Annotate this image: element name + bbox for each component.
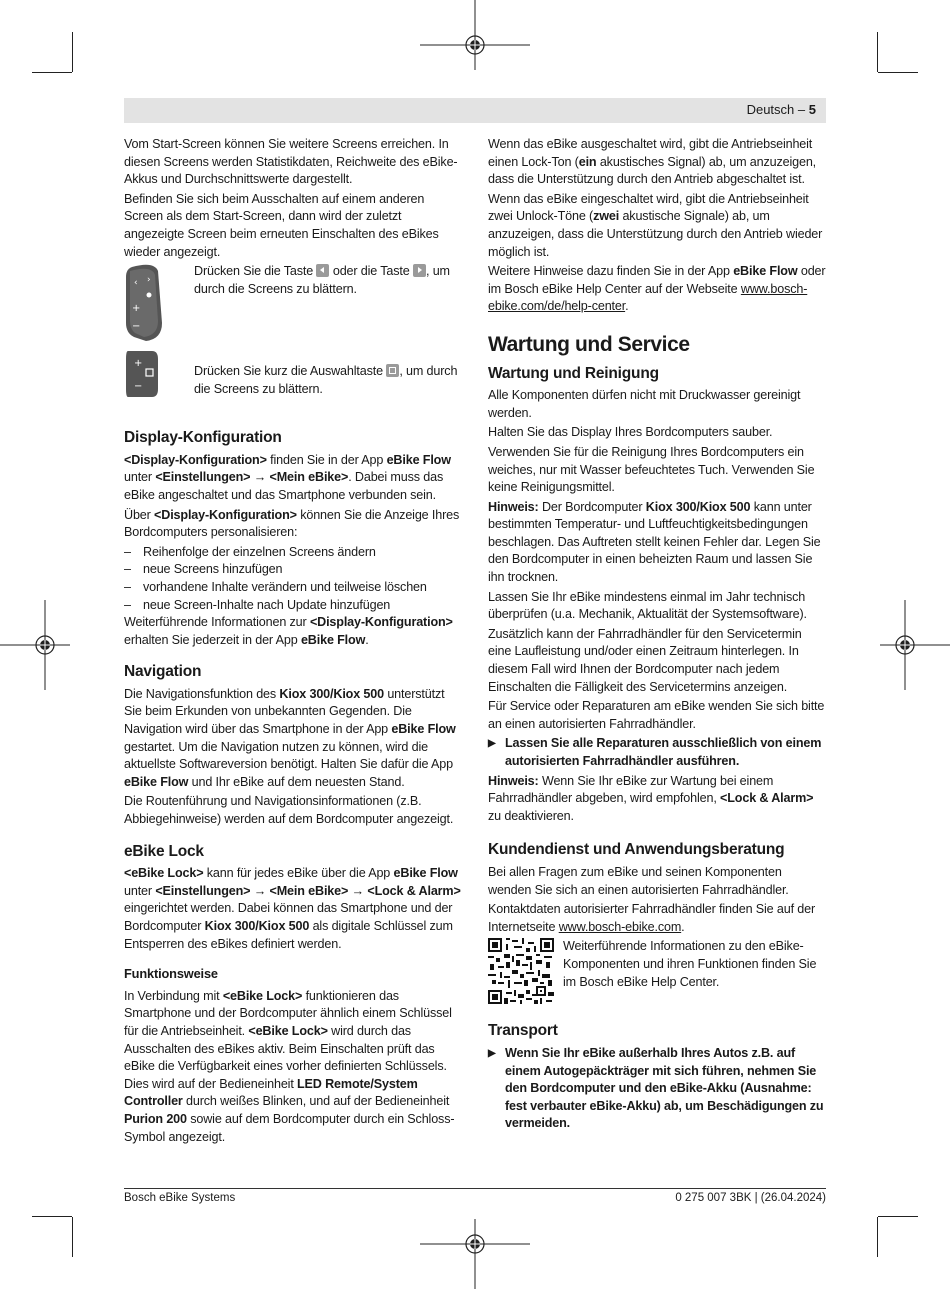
text: . (365, 632, 369, 647)
menu-einstellungen: <Einstellungen> (155, 470, 251, 485)
app-name: eBike Flow (124, 774, 189, 789)
registration-mark-icon (420, 0, 530, 70)
right-paragraph-2 (488, 191, 826, 261)
footer-doc-code: 0 275 007 3BK | (26.04.2024) (675, 1192, 826, 1204)
page-number: 5 (808, 102, 816, 117)
text: und Ihr eBike auf dem neuesten Stand. (188, 774, 405, 789)
right-paragraph-1 (488, 136, 826, 189)
cleaning-paragraph-1: Alle Komponenten dürfen nicht mit Druckwasser gereinigt werden. (488, 388, 801, 420)
app-name: eBike Flow (733, 264, 798, 279)
customer-paragraph-2 (488, 901, 826, 936)
crop-mark-top-right-v (877, 32, 878, 72)
instr1-text-a: Drücken Sie die Taste (194, 264, 314, 279)
heading-kundendienst: Kundendienst und Anwendungsberatung (488, 841, 785, 859)
instruction-select-text (194, 363, 460, 398)
list-item: – vorhandene Inhalte verändern und teilweise löschen (124, 579, 462, 597)
text: können Sie die Anzeige Ihres Bordcomputers personalisieren: (124, 507, 460, 540)
cleaning-paragraph-7: Für Service oder Reparaturen am eBike wenden Sie sich bitte an einen autorisierten Fahrradhändler. (488, 699, 825, 731)
crop-mark-bottom-right-v (877, 1217, 878, 1257)
product-name: Kiox 300/Kiox 500 (204, 919, 310, 933)
display-paragraph-1 (124, 452, 462, 505)
heading-wartung-und-service: Wartung und Service (488, 332, 690, 356)
registration-mark-icon (880, 600, 950, 690)
customer-paragraph-1: Bei allen Fragen zum eBike und seinen Komponenten wenden Sie sich an einen autorisierten Fahrradhändler. (488, 864, 789, 897)
display-options-list (124, 544, 462, 614)
text: . Dabei muss das eBike angeschaltet und das Smartphone verbunden sein. (124, 470, 444, 502)
emphasis: ein (578, 154, 597, 169)
instr2-text-b: , um durch die Screens zu blättern. (194, 364, 458, 396)
text: Der Bordcomputer (538, 499, 646, 514)
list-item: – neue Screens hinzufügen (124, 561, 462, 579)
menu-einstellungen: <Einstellungen> (155, 883, 251, 898)
registration-mark-icon (0, 600, 70, 690)
qr-block (488, 938, 826, 1008)
text: gestartet. Um die Navigation nutzen zu können, wird die aktuellste Softwareversion benötigt. Halten Sie dafür die App (124, 739, 453, 772)
text: funktionieren das Smartphone und der Bordcomputer ähnlich einem Schlüssel für die Antriebseinheit. (124, 988, 452, 1038)
header-text (747, 102, 816, 117)
cleaning-paragraph-6: Zusätzlich kann der Fahrradhändler für den Servicetermin eine Laufleistung und/oder einen Zeitraum hinterlegen. In diesem Fall wird Ihnen der Bordcomputer nach jedem Einschalten die Fälligkeit des Servicetermins anzeigen. (488, 626, 802, 694)
navigation-paragraph-1 (124, 686, 462, 792)
qr-caption: Weiterführende Informationen zu den eBike-Komponenten und ihren Funktionen finden Sie im Bosch eBike Help Center. (563, 939, 817, 989)
menu-ebike-lock: <eBike Lock> (248, 1023, 328, 1038)
instr2-text-a: Drücken Sie kurz die Auswahltaste (194, 364, 383, 379)
text: akustische Signale) ab, um anzuzeigen, dass die Unterstützung durch den Antrieb wieder möglich ist. (488, 209, 823, 259)
instr1-text-c: , um durch die Screens zu blättern. (194, 264, 450, 296)
app-name: eBike Flow (386, 452, 451, 467)
instruction-arrows-text (194, 263, 460, 298)
menu-display-konfiguration: <Display-Konfiguration> (309, 615, 453, 630)
control-unit-select-icon (124, 349, 160, 399)
heading-transport: Transport (488, 1022, 558, 1040)
text: erhalten Sie jederzeit in der App (124, 632, 301, 647)
note-label: Hinweis: (488, 773, 539, 788)
control-unit-arrows-icon (124, 263, 164, 343)
cleaning-paragraph-8 (488, 773, 826, 826)
registration-mark-icon (420, 1219, 530, 1289)
list-item: – Reihenfolge der einzelnen Screens ändern (124, 544, 462, 562)
text: finden Sie in der App (266, 452, 387, 467)
bosch-ebike-link[interactable]: www.bosch-ebike.com (558, 919, 682, 934)
product-name: Kiox 300/Kiox 500 (279, 686, 384, 701)
crop-mark-top-left-h (32, 72, 72, 73)
display-paragraph-3 (124, 614, 462, 649)
intro-paragraph-2: Befinden Sie sich beim Ausschalten auf einem anderen Screen als dem Start-Screen, dann wird der zuletzt angezeigte Screen beim erneuten Einschalten des eBikes wieder angezeigt. (124, 191, 439, 259)
text: wird durch das Ausschalten des eBikes aktiv. Beim Einschalten prüft das eBike die Verfügbarkeit eines vorher definierten Schlüssels. Dies wird auf der Bedieneinheit (124, 1023, 447, 1091)
text: Wenn das eBike eingeschaltet wird, gibt die Antriebseinheit zwei Unlock-Töne ( (488, 191, 809, 224)
menu-ebike-lock: <eBike Lock> (124, 866, 204, 881)
heading-funktionsweise: Funktionsweise (124, 966, 218, 982)
text: unter (124, 883, 156, 898)
emphasis: zwei (593, 209, 620, 224)
page-header (124, 98, 826, 123)
note-label: Hinweis: (488, 499, 539, 514)
text: durch weißes Blinken, und auf der Bedieneinheit (182, 1094, 450, 1109)
lock-paragraph-2 (124, 988, 462, 1146)
text: Weitere Hinweise dazu finden Sie in der App (488, 264, 734, 279)
qr-code-icon[interactable] (488, 938, 554, 1004)
text: Wenn das eBike ausgeschaltet wird, gibt die Antriebseinheit einen Lock-Ton ( (488, 137, 813, 169)
menu-mein-ebike: <Mein eBike> (269, 470, 349, 485)
crop-mark-bottom-right-h (878, 1216, 918, 1217)
instr1-text-b: oder die Taste (332, 264, 410, 279)
app-name: eBike Flow (391, 722, 456, 737)
select-key-icon (386, 364, 399, 377)
intro-paragraph-1: Vom Start-Screen können Sie weitere Screens erreichen. In diesen Screens werden Statistikdaten, Reichweite des eBike-Akkus und Durchschnittswerte dargestellt. (124, 137, 458, 187)
crop-mark-bottom-left-h (32, 1216, 72, 1217)
text: → (250, 470, 270, 485)
product-name: LED Remote/System Controller (124, 1076, 418, 1109)
right-paragraph-3 (488, 263, 826, 316)
text: eingerichtet werden. Dabei können das Smartphone und der Bordcomputer (124, 901, 453, 933)
text: Weiterführende Informationen zur (124, 615, 310, 630)
left-column (124, 136, 462, 1148)
crop-mark-top-right-h (878, 72, 918, 73)
text: unter (124, 470, 156, 485)
text: unterstützt Sie beim Erkunden von unbekannten Gegenden. Die Navigation wird über das Smartphone in der App (124, 686, 445, 737)
text: kann für jedes eBike über die App (203, 866, 394, 881)
text: → (250, 883, 270, 898)
footer-publisher: Bosch eBike Systems (124, 1192, 236, 1204)
text: . (625, 299, 629, 314)
cleaning-paragraph-5: Lassen Sie Ihr eBike mindestens einmal im Jahr technisch überprüfen (u.a. Mechanik, Aktualität der Systemsoftware). (488, 589, 807, 622)
left-key-icon (316, 264, 329, 277)
lock-paragraph-1 (124, 865, 462, 953)
instruction-select (124, 349, 462, 411)
navigation-paragraph-2: Die Routenführung und Navigationsinformationen (z.B. Abbiegehinweise) werden auf dem Bordcomputer angezeigt. (124, 794, 454, 827)
text: kann unter bestimmten Temperatur- und Luftfeuchtigkeitsbedingungen beschlagen. Das Auftreten stellt keinen Fehler dar. Legen Sie den Bordcomputer in einen beheizten Raum und lassen Sie ihn trocknen. (488, 499, 821, 585)
heading-navigation: Navigation (124, 663, 202, 681)
text: In Verbindung mit (124, 988, 223, 1003)
repair-warning: ▶ Lassen Sie alle Reparaturen ausschließlich von einem autorisierten Fahrradhändler ausführen. (488, 735, 826, 770)
heading-wartung-und-reinigung: Wartung und Reinigung (488, 364, 659, 382)
app-name: eBike Flow (300, 632, 366, 647)
text: Wenn Sie Ihr eBike zur Wartung bei einem Fahrradhändler abgeben, wird empfohlen, (488, 773, 774, 806)
heading-ebike-lock: eBike Lock (124, 842, 204, 860)
footer-divider (124, 1188, 826, 1189)
svg-text:+: + (132, 303, 141, 315)
header-separator: – (797, 102, 806, 117)
transport-warning: ▶ Wenn Sie Ihr eBike außerhalb Ihres Autos z.B. auf einem Autogepäckträger mit sich führen, nehmen Sie den Bordcomputer und den eBike-Akku (Ausnahme: fest verbauter eBike-Akku) ab, um Beschädigungen zu vermeiden. (488, 1045, 826, 1133)
right-key-icon (413, 264, 426, 277)
product-name: Purion 200 (124, 1111, 187, 1126)
text: Kontaktdaten autorisierter Fahrradhändler finden Sie auf der Internetseite (488, 902, 816, 934)
display-paragraph-2 (124, 507, 462, 542)
menu-mein-ebike: <Mein eBike> (269, 883, 349, 898)
text: zu deaktivieren. (488, 808, 574, 823)
text: Über (124, 507, 155, 522)
cleaning-paragraph-4 (488, 499, 826, 587)
text: Die Navigationsfunktion des (124, 686, 280, 701)
svg-text:‹: ‹ (134, 278, 138, 289)
text: akustisches Signal) ab, um anzuzeigen, dass die Unterstützung durch den Antrieb abgeschaltet ist. (488, 154, 817, 187)
app-name: eBike Flow (393, 866, 458, 881)
svg-text:−: − (132, 321, 141, 333)
header-language: Deutsch (746, 102, 795, 117)
svg-text:›: › (147, 275, 151, 286)
list-item: – neue Screen-Inhalte nach Update hinzufügen (124, 597, 462, 615)
text: oder im Bosch eBike Help Center auf der Webseite (488, 264, 826, 296)
cleaning-paragraph-3: Verwenden Sie für die Reinigung Ihres Bordcomputers ein weiches, nur mit Wasser befeuchtetes Tuch. Verwenden Sie keine Reinigungsmittel. (488, 444, 815, 495)
menu-display-konfiguration: <Display-Konfiguration> (124, 452, 267, 467)
text: sowie auf dem Bordcomputer durch ein Schloss-Symbol angezeigt. (124, 1111, 455, 1144)
svg-text:−: − (134, 381, 143, 393)
menu-lock-alarm: <Lock & Alarm> (367, 883, 461, 898)
text: . (681, 919, 685, 934)
svg-text:+: + (134, 358, 143, 370)
instruction-arrows (124, 263, 462, 345)
help-center-link[interactable]: www.bosch-ebike.com/de/help-center (488, 281, 808, 314)
right-column (488, 136, 826, 1135)
crop-mark-bottom-left-v (72, 1217, 73, 1257)
cleaning-paragraph-2: Halten Sie das Display Ihres Bordcomputers sauber. (488, 425, 773, 440)
text: als digitale Schlüssel zum Entsperren des eBikes definiert werden. (124, 919, 453, 951)
menu-ebike-lock: <eBike Lock> (222, 988, 303, 1003)
heading-display-konfiguration: Display-Konfiguration (124, 429, 282, 447)
menu-display-konfiguration: <Display-Konfiguration> (154, 507, 297, 522)
text: → (348, 883, 368, 898)
crop-mark-top-left-v (72, 32, 73, 72)
product-name: Kiox 300/Kiox 500 (645, 499, 751, 514)
menu-lock-alarm: <Lock & Alarm> (720, 791, 814, 806)
